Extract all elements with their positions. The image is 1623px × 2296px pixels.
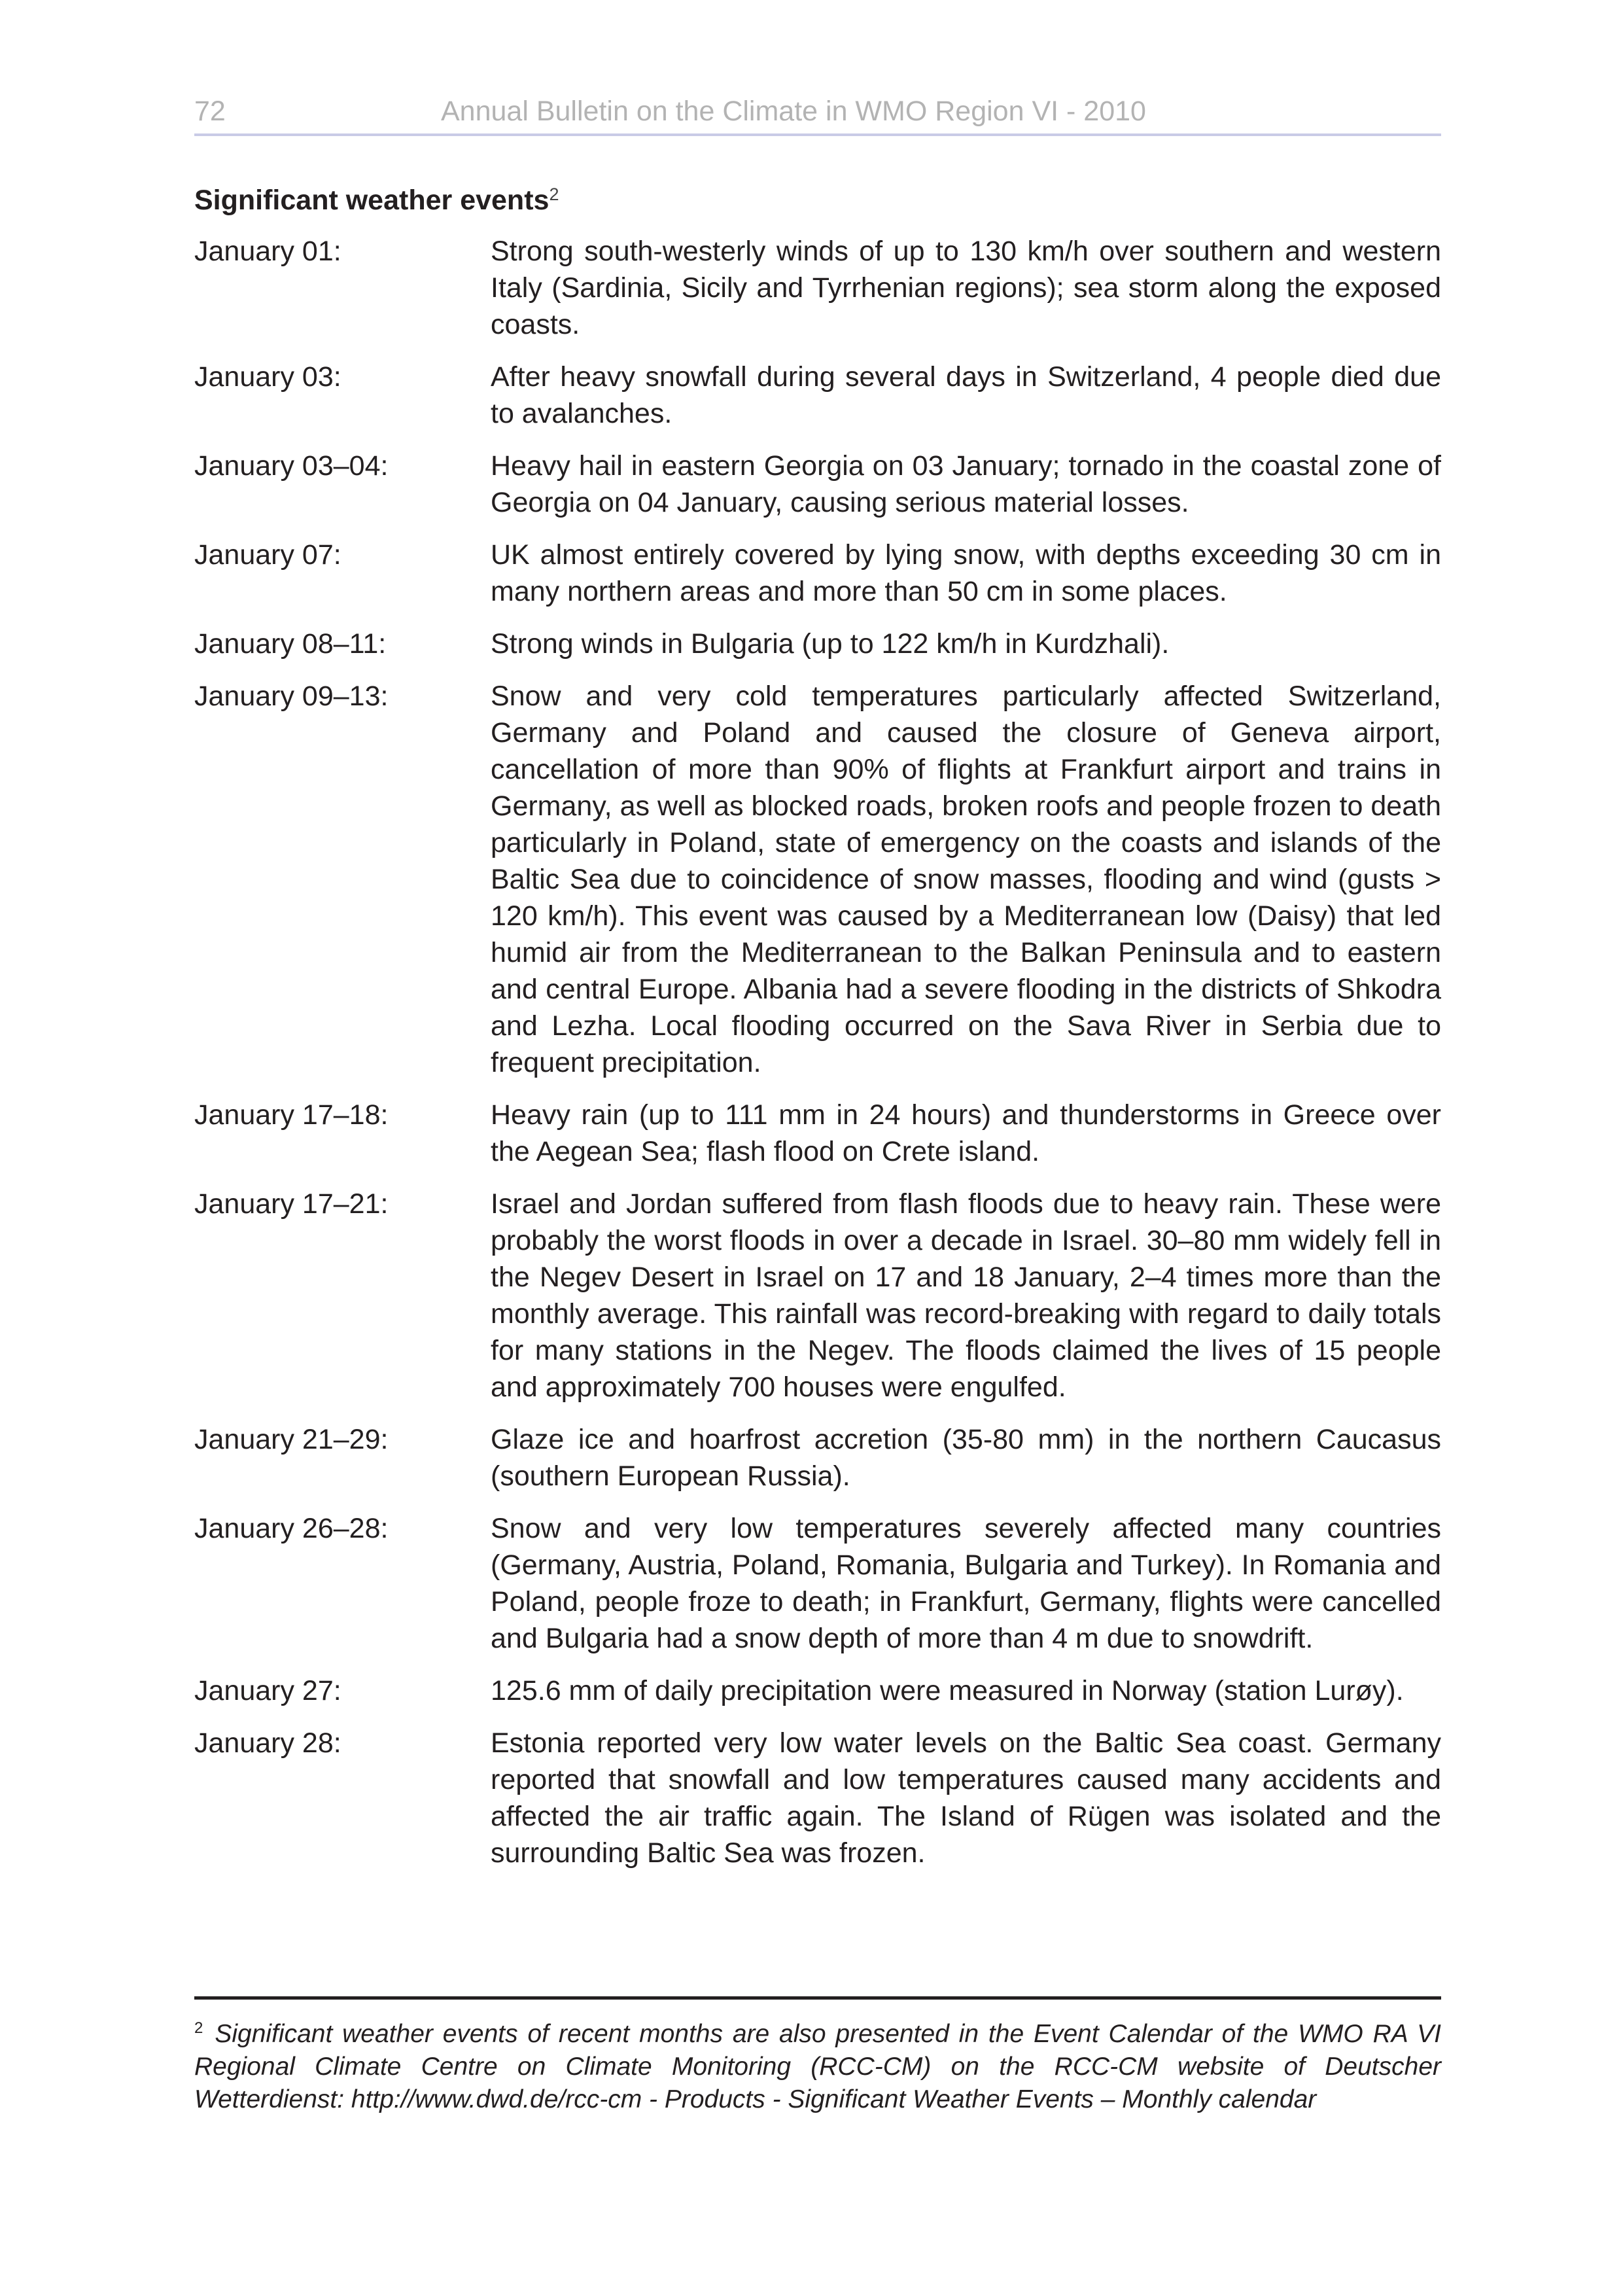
event-row: [194, 1421, 1441, 1494]
event-row: [194, 626, 1441, 662]
event-description: Glaze ice and hoarfrost accretion (35-80 mm) in the northern Caucasus (southern European Russia).: [491, 1424, 1441, 1492]
event-date: January 07:: [194, 539, 341, 571]
page-header: [194, 93, 1441, 136]
footnote-divider: [194, 1996, 1441, 2000]
event-description: 125.6 mm of daily precipitation were measured in Norway (station Lurøy).: [491, 1675, 1404, 1706]
event-row: [194, 678, 1441, 1081]
event-description: Estonia reported very low water levels on the Baltic Sea coast. Germany reported that snowfall and low temperatures caused many accidents and affected the air traffic again. The Island of Rügen was isolated and the surrounding Baltic Sea was frozen.: [491, 1727, 1441, 1869]
event-row: [194, 1097, 1441, 1170]
event-description: Strong winds in Bulgaria (up to 122 km/h in Kurdzhali).: [491, 628, 1170, 660]
event-row: [194, 448, 1441, 521]
event-date: January 28:: [194, 1727, 341, 1759]
event-date: January 08–11:: [194, 628, 387, 660]
event-date: January 26–28:: [194, 1513, 389, 1544]
main-content: [194, 182, 1441, 1887]
event-row: [194, 359, 1441, 432]
event-date: January 01:: [194, 236, 341, 267]
running-title: Annual Bulletin on the Climate in WMO Region VI - 2010: [441, 96, 1146, 127]
event-date: January 17–21:: [194, 1188, 389, 1220]
section-title: [194, 182, 1441, 219]
event-description: Heavy rain (up to 111 mm in 24 hours) and thunderstorms in Greece over the Aegean Sea; flash flood on Crete island.: [491, 1099, 1441, 1167]
page-number: 72: [194, 96, 226, 127]
event-row: [194, 1186, 1441, 1405]
footnote-reference[interactable]: 2: [549, 185, 559, 204]
event-description: Heavy hail in eastern Georgia on 03 January; tornado in the coastal zone of Georgia on 04 January, causing serious material losses.: [491, 450, 1441, 518]
event-row: [194, 233, 1441, 343]
event-description: Snow and very cold temperatures particularly affected Switzerland, Germany and Poland and caused the closure of Geneva airport, cancellation of more than 90% of flights at Frankfurt airport and trains in Germany, as well as blocked roads, broken roofs and people frozen to death particularly in Poland, state of emergency on the coasts and islands of the Baltic Sea due to coincidence of snow masses, flooding and wind (gusts > 120 km/h). This event was caused by a Mediterranean low (Daisy) that led humid air from the Mediterranean to the Balkan Peninsula and to eastern and central Europe. Albania had a severe flooding in the districts of Shkodra and Lezha. Local flooding occurred on the Sava River in Serbia due to frequent precipitation.: [491, 680, 1441, 1078]
event-description: Snow and very low temperatures severely affected many countries (Germany, Austria, Poland, Romania, Bulgaria and Turkey). In Romania and Poland, people froze to death; in Frankfurt, Germany, flights were cancelled and Bulgaria had a snow depth of more than 4 m due to snowdrift.: [491, 1513, 1441, 1654]
event-date: January 09–13:: [194, 680, 389, 712]
footnote: [194, 2018, 1441, 2116]
event-description: Strong south-westerly winds of up to 130 km/h over southern and western Italy (Sardinia, Sicily and Tyrrhenian regions); sea storm along the exposed coasts.: [491, 236, 1441, 340]
section-title-text: Significant weather events: [194, 185, 550, 216]
event-row: [194, 1725, 1441, 1871]
event-description: After heavy snowfall during several days in Switzerland, 4 people died due to avalanches.: [491, 361, 1441, 429]
footnote-text: Significant weather events of recent months are also presented in the Event Calendar of the WMO RA VI Regional Climate Centre on Climate Monitoring (RCC-CM) on the RCC-CM website of Deutscher Wetterdienst: http://www.dwd.de/rcc-cm - Products - Significant Weather Events – Monthly calendar: [194, 2020, 1441, 2113]
event-row: [194, 1672, 1441, 1709]
event-row: [194, 537, 1441, 610]
event-description: UK almost entirely covered by lying snow, with depths exceeding 30 cm in many northern areas and more than 50 cm in some places.: [491, 539, 1441, 607]
footnote-mark: 2: [194, 2019, 203, 2037]
event-date: January 17–18:: [194, 1099, 389, 1131]
event-date: January 27:: [194, 1675, 341, 1706]
event-description: Israel and Jordan suffered from flash floods due to heavy rain. These were probably the worst floods in over a decade in Israel. 30–80 mm widely fell in the Negev Desert in Israel on 17 and 18 January, 2–4 times more than the monthly average. This rainfall was record-breaking with regard to daily totals for many stations in the Negev. The floods claimed the lives of 15 people and approximately 700 houses were engulfed.: [491, 1188, 1441, 1403]
event-date: January 21–29:: [194, 1424, 389, 1455]
event-row: [194, 1510, 1441, 1657]
event-date: January 03–04:: [194, 450, 389, 482]
event-date: January 03:: [194, 361, 341, 393]
